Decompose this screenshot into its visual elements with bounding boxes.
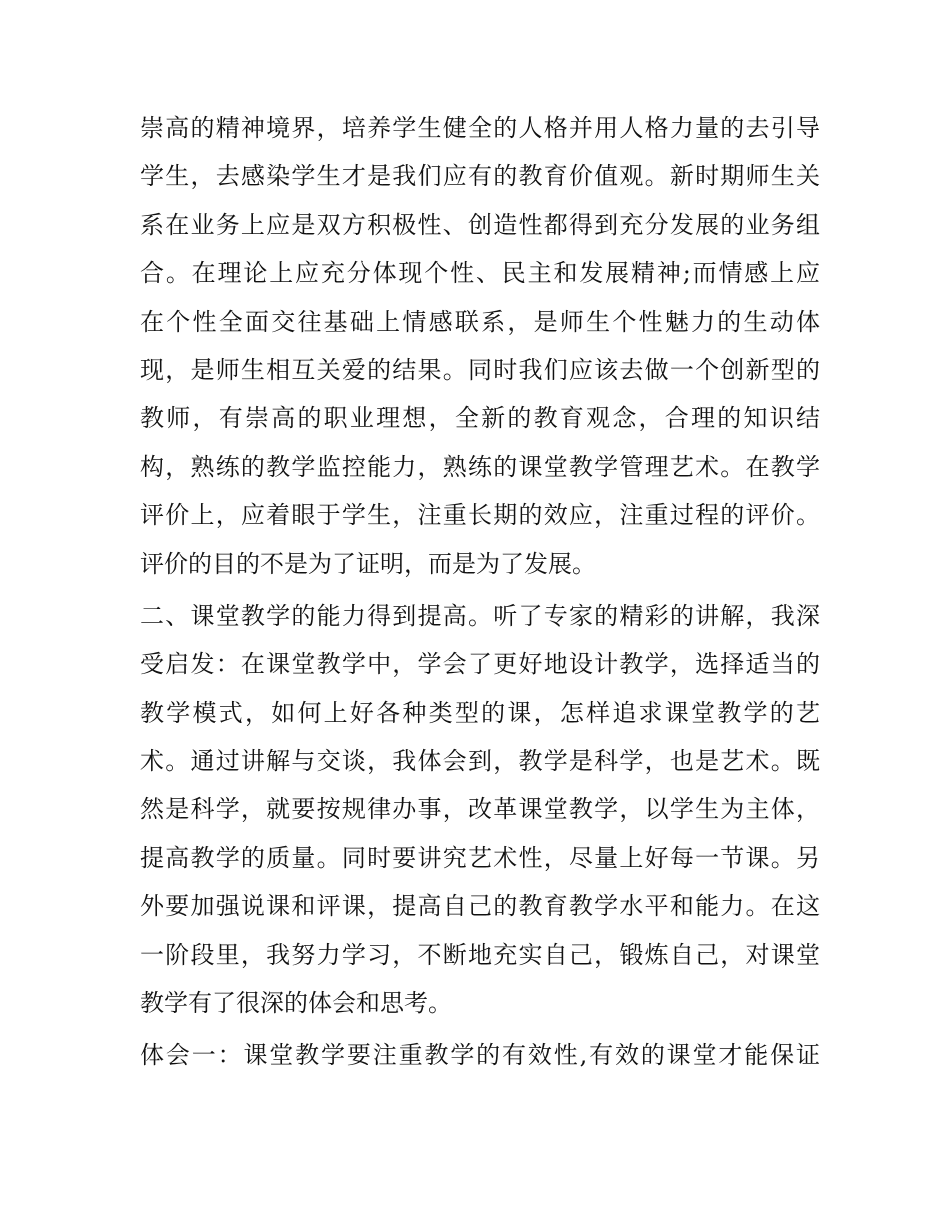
text-line: 受启发：在课堂教学中，学会了更好地设计教学，选择适当的 [140,650,820,679]
text-line: 评价的目的不是为了证明，而是为了发展。 [140,549,596,578]
text-line: 提高教学的质量。同时要讲究艺术性，尽量上好每一节课。另 [140,843,820,872]
text-line: 教师，有崇高的职业理想，全新的教育观念，合理的知识结 [140,404,820,433]
text-line: 学生，去感染学生才是我们应有的教育价值观。新时期师生关 [140,162,820,191]
text-line: 评价上，应着眼于学生，注重长期的效应，注重过程的评价。 [140,501,820,530]
text-line: 二、课堂教学的能力得到提高。听了专家的精彩的讲解，我深 [140,601,820,630]
paragraph-classroom-teaching [140,592,820,1028]
text-line: 崇高的精神境界，培养学生健全的人格并用人格力量的去引导 [140,114,820,142]
text-line: 外要加强说课和评课，提高自己的教育教学水平和能力。在这 [140,892,820,921]
text-line: 体会一：课堂教学要注重教学的有效性,有效的课堂才能保证 [140,1041,820,1070]
text-line: 在个性全面交往基础上情感联系，是师生个性魅力的生动体 [140,307,820,336]
paragraph-insight-one [140,1031,820,1079]
text-line: 术。通过讲解与交谈，我体会到，教学是科学，也是艺术。既 [140,747,820,776]
text-line: 教学模式，如何上好各种类型的课，怎样追求课堂教学的艺 [140,698,820,727]
text-line: 然是科学，就要按规律办事，改革课堂教学，以学生为主体， [140,795,820,824]
text-line: 一阶段里，我努力学习，不断地充实自己，锻炼自己，对课堂 [140,940,820,969]
text-line: 教学有了很深的体会和思考。 [140,989,452,1018]
text-line: 系在业务上应是双方积极性、创造性都得到充分发展的业务组 [140,210,820,239]
text-line: 构，熟练的教学监控能力，熟练的课堂教学管理艺术。在教学 [140,452,820,481]
text-line: 合。在理论上应充分体现个性、民主和发展精神;而情感上应 [140,259,820,288]
paragraph-teacher-student-relations [140,104,820,588]
document-body [140,104,820,1080]
text-line: 现，是师生相互关爱的结果。同时我们应该去做一个创新型的 [140,355,820,384]
